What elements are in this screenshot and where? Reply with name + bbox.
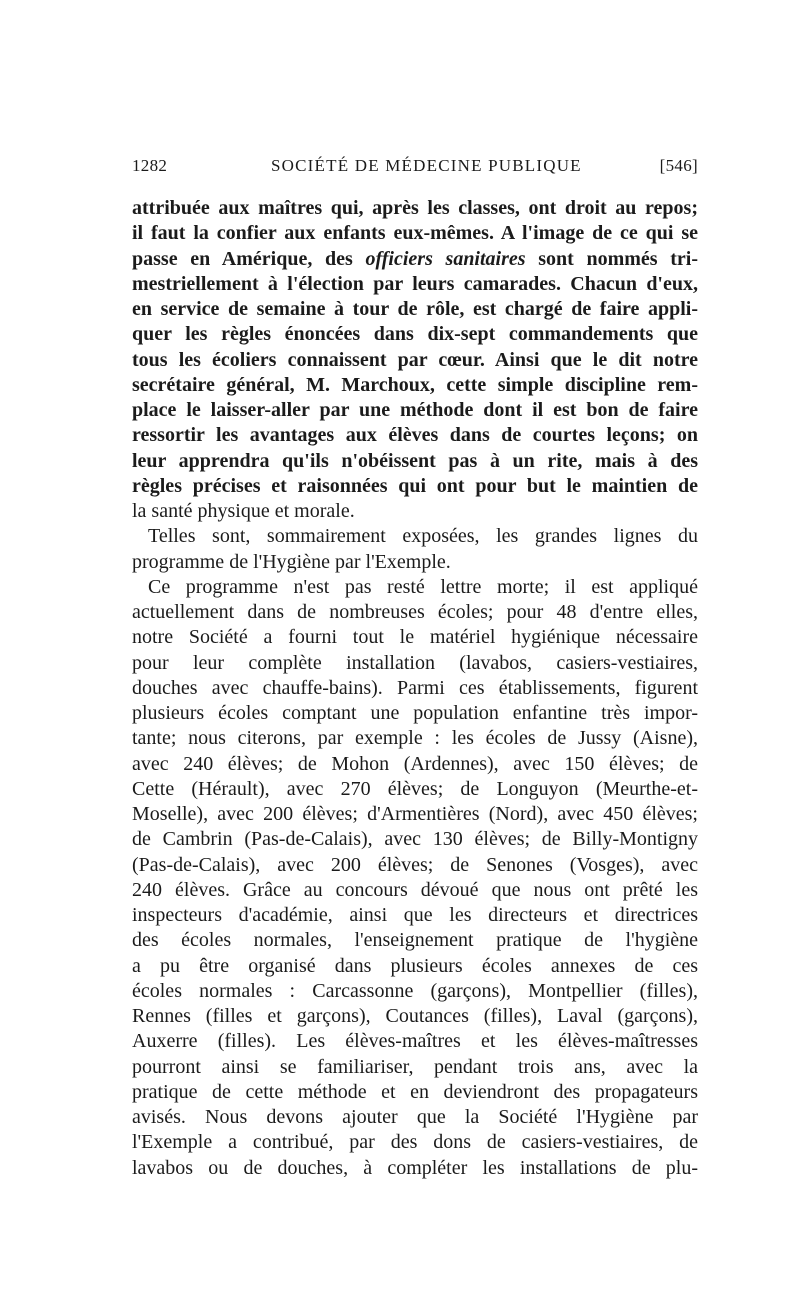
text-line: leur apprendra qu'ils n'obéissent pas à un rite, mais à des [132, 449, 698, 472]
text-line [132, 247, 698, 272]
text-line: la santé physique et morale. [132, 500, 355, 522]
text-line: avec 240 élèves; de Mohon (Ardennes), avec 150 élèves; de [132, 752, 698, 775]
text-line: plusieurs écoles comptant une population enfantine très impor- [132, 702, 698, 724]
text-line: en service de semaine à tour de rôle, est chargé de faire appli- [132, 298, 698, 320]
italic-term: officiers sanitaires [365, 247, 526, 270]
text-line: secrétaire général, M. Marchoux, cette simple discipline rem- [132, 373, 698, 396]
text-line: avisés. Nous devons ajouter que la Société l'Hygiène par [132, 1106, 698, 1128]
text-line: pourront ainsi se familiariser, pendant trois ans, avec la [132, 1055, 698, 1078]
text-line: Auxerre (filles). Les élèves-maîtres et les élèves-maîtresses [132, 1030, 698, 1053]
text-segment: sont nommés tri- [525, 247, 698, 270]
text-line: Moselle), avec 200 élèves; d'Armentières (Nord), avec 450 élèves; [132, 803, 698, 825]
page-number-right: [546] [659, 156, 698, 175]
text-line: inspecteurs d'académie, ainsi que les directeurs et directrices [132, 904, 698, 926]
text-line: écoles normales : Carcassonne (garçons), Montpellier (filles), [132, 979, 698, 1002]
text-line: pratique de cette méthode et en deviendront des propagateurs [132, 1080, 698, 1103]
text-line: lavabos ou de douches, à compléter les installations de plu- [132, 1156, 698, 1179]
text-line: Cette (Hérault), avec 270 élèves; de Longuyon (Meurthe-et- [132, 777, 698, 800]
text-line: douches avec chauffe-bains). Parmi ces établissements, figurent [132, 676, 698, 699]
text-line: l'Exemple a contribué, par des dons de casiers-vestiaires, de [132, 1131, 698, 1154]
text-line: ressortir les avantages aux élèves dans de courtes leçons; on [132, 424, 698, 447]
text-line: notre Société a fourni tout le matériel hygiénique nécessaire [132, 626, 698, 649]
text-line: a pu être organisé dans plusieurs écoles annexes de ces [132, 954, 698, 977]
text-line: règles précises et raisonnées qui ont pour but le maintien de [132, 474, 698, 497]
text-line: Rennes (filles et garçons), Coutances (filles), Laval (garçons), [132, 1005, 698, 1027]
text-line: pour leur complète installation (lavabos, casiers-vestiaires, [132, 651, 698, 674]
text-line: attribuée aux maîtres qui, après les classes, ont droit au repos; [132, 197, 698, 219]
text-line: Telles sont, sommairement exposées, les grandes lignes du [148, 525, 698, 548]
text-segment: passe en Amérique, des [132, 247, 366, 270]
text-line: actuellement dans de nombreuses écoles; pour 48 d'entre elles, [132, 601, 698, 623]
text-line: il faut la confier aux enfants eux-mêmes. A l'image de ce qui se [132, 222, 698, 245]
body-text [132, 196, 698, 1181]
text-line: tous les écoliers connaissent par cœur. Ainsi que le dit notre [132, 348, 698, 371]
page-number-left: 1282 [132, 156, 168, 175]
text-line: (Pas-de-Calais), avec 200 élèves; de Senones (Vosges), avec [132, 853, 698, 876]
text-line: place le laisser-aller par une méthode dont il est bon de faire [132, 399, 698, 421]
running-header [132, 156, 698, 182]
text-line: mestriellement à l'élection par leurs camarades. Chacun d'eux, [132, 272, 698, 295]
running-title: SOCIÉTÉ DE MÉDECINE PUBLIQUE [271, 156, 582, 175]
text-line: des écoles normales, l'enseignement pratique de l'hygiène [132, 929, 698, 952]
text-line: de Cambrin (Pas-de-Calais), avec 130 élèves; de Billy-Montigny [132, 828, 698, 851]
text-line: 240 élèves. Grâce au concours dévoué que nous ont prêté les [132, 878, 698, 901]
text-line: quer les règles énoncées dans dix-sept commandements que [132, 323, 698, 346]
text-line: tante; nous citerons, par exemple : les écoles de Jussy (Aisne), [132, 727, 698, 750]
text-line: Ce programme n'est pas resté lettre morte; il est appliqué [148, 575, 698, 598]
text-line: programme de l'Hygiène par l'Exemple. [132, 550, 451, 573]
